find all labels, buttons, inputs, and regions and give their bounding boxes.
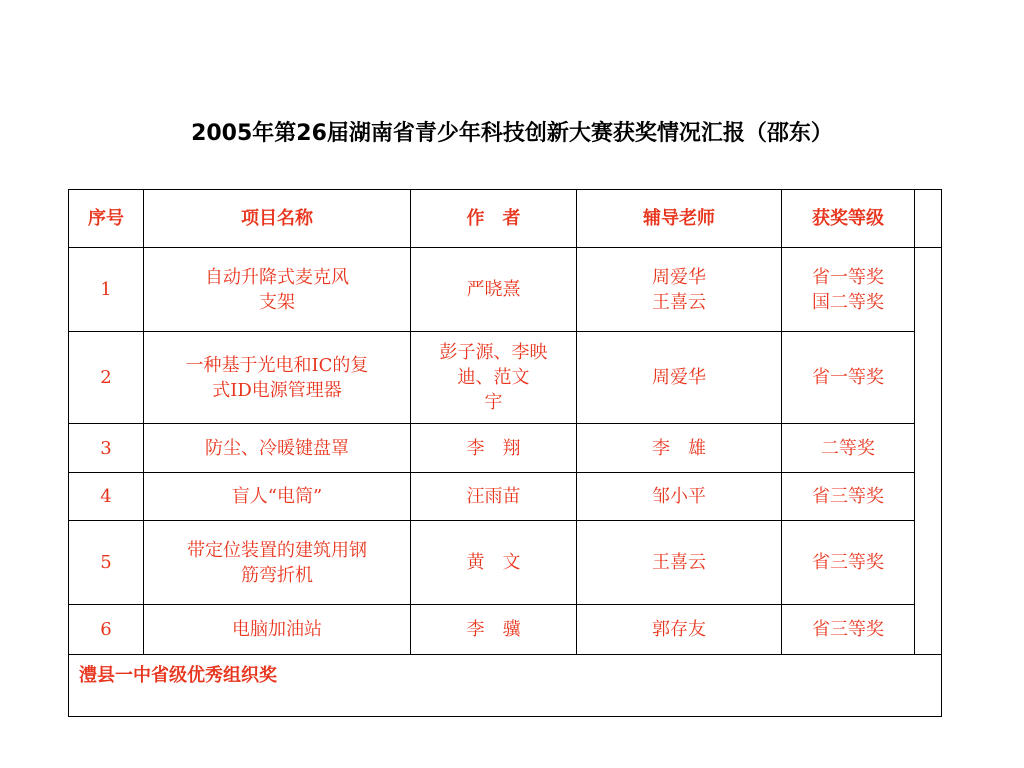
cell-line: 二等奖 [821, 437, 875, 459]
cell-project [144, 424, 411, 473]
cell-no: 1 [69, 248, 144, 332]
cell-award [782, 605, 915, 655]
cell-line: 电脑加油站 [232, 619, 322, 640]
cell-teacher [577, 473, 782, 521]
cell-project [144, 605, 411, 655]
cell-line: 式ID电源管理器 [212, 379, 342, 401]
cell-author [411, 248, 577, 332]
cell-no: 6 [69, 605, 144, 655]
table-row [69, 332, 942, 424]
cell-award [782, 424, 915, 473]
cell-line: 带定位装置的建筑用钢 [187, 539, 367, 561]
cell-project [144, 248, 411, 332]
cell-award [782, 332, 915, 424]
cell-author [411, 424, 577, 473]
cell-line: 省三等奖 [812, 552, 884, 573]
cell-line: 邹小平 [652, 486, 706, 507]
table-header-row [69, 190, 942, 248]
cell-line: 彭子源、李映 [439, 342, 548, 363]
header-teacher: 辅导老师 [577, 190, 782, 248]
cell-line: 李 翔 [466, 437, 521, 459]
cell-line: 支架 [259, 291, 295, 313]
table-footer-row [69, 655, 942, 717]
cell-line: 省一等奖 [812, 367, 884, 388]
cell-teacher [577, 424, 782, 473]
side-spacer [915, 248, 942, 655]
page-title: 2005年第26届湖南省青少年科技创新大赛获奖情况汇报（邵东） [191, 121, 833, 146]
cell-author [411, 521, 577, 605]
cell-award [782, 248, 915, 332]
cell-line: 一种基于光电和IC的复 [185, 354, 369, 376]
cell-no: 3 [69, 424, 144, 473]
cell-line: 周爱华 [652, 266, 706, 288]
header-spacer [915, 190, 942, 248]
cell-line: 盲人“电筒” [231, 486, 323, 507]
cell-project [144, 332, 411, 424]
cell-award [782, 521, 915, 605]
cell-project [144, 521, 411, 605]
cell-line: 国二等奖 [812, 291, 884, 313]
cell-line: 省三等奖 [812, 619, 884, 640]
cell-author [411, 332, 577, 424]
cell-line: 筋弯折机 [241, 564, 313, 586]
table-row [69, 424, 942, 473]
cell-line: 宇 [484, 392, 503, 413]
cell-line: 李 骥 [466, 619, 521, 640]
table-row [69, 605, 942, 655]
table-row [69, 473, 942, 521]
cell-award [782, 473, 915, 521]
cell-line: 迪、范文 [457, 367, 530, 388]
cell-line: 防尘、冷暖键盘罩 [205, 437, 349, 459]
cell-line: 郭存友 [652, 619, 706, 640]
footer-note: 澧县一中省级优秀组织奖 [69, 655, 942, 717]
header-award: 获奖等级 [782, 190, 915, 248]
cell-teacher [577, 332, 782, 424]
cell-no: 4 [69, 473, 144, 521]
cell-project [144, 473, 411, 521]
table-row [69, 521, 942, 605]
cell-line: 汪雨苗 [466, 486, 521, 507]
cell-line: 省三等奖 [812, 486, 884, 507]
cell-line: 黄 文 [466, 552, 521, 573]
cell-line: 自动升降式麦克风 [205, 266, 349, 288]
cell-no: 5 [69, 521, 144, 605]
header-project: 项目名称 [144, 190, 411, 248]
cell-line: 省一等奖 [812, 266, 884, 288]
cell-teacher [577, 521, 782, 605]
cell-line: 严晓熹 [466, 279, 521, 300]
cell-author [411, 605, 577, 655]
header-no: 序号 [69, 190, 144, 248]
table-row [69, 248, 942, 332]
cell-line: 李 雄 [652, 437, 706, 459]
cell-teacher [577, 248, 782, 332]
cell-line: 王喜云 [652, 291, 706, 313]
cell-teacher [577, 605, 782, 655]
cell-line: 王喜云 [652, 552, 706, 573]
cell-no: 2 [69, 332, 144, 424]
awards-table [68, 189, 942, 717]
cell-author [411, 473, 577, 521]
header-author: 作 者 [411, 190, 577, 248]
cell-line: 周爱华 [652, 367, 706, 388]
